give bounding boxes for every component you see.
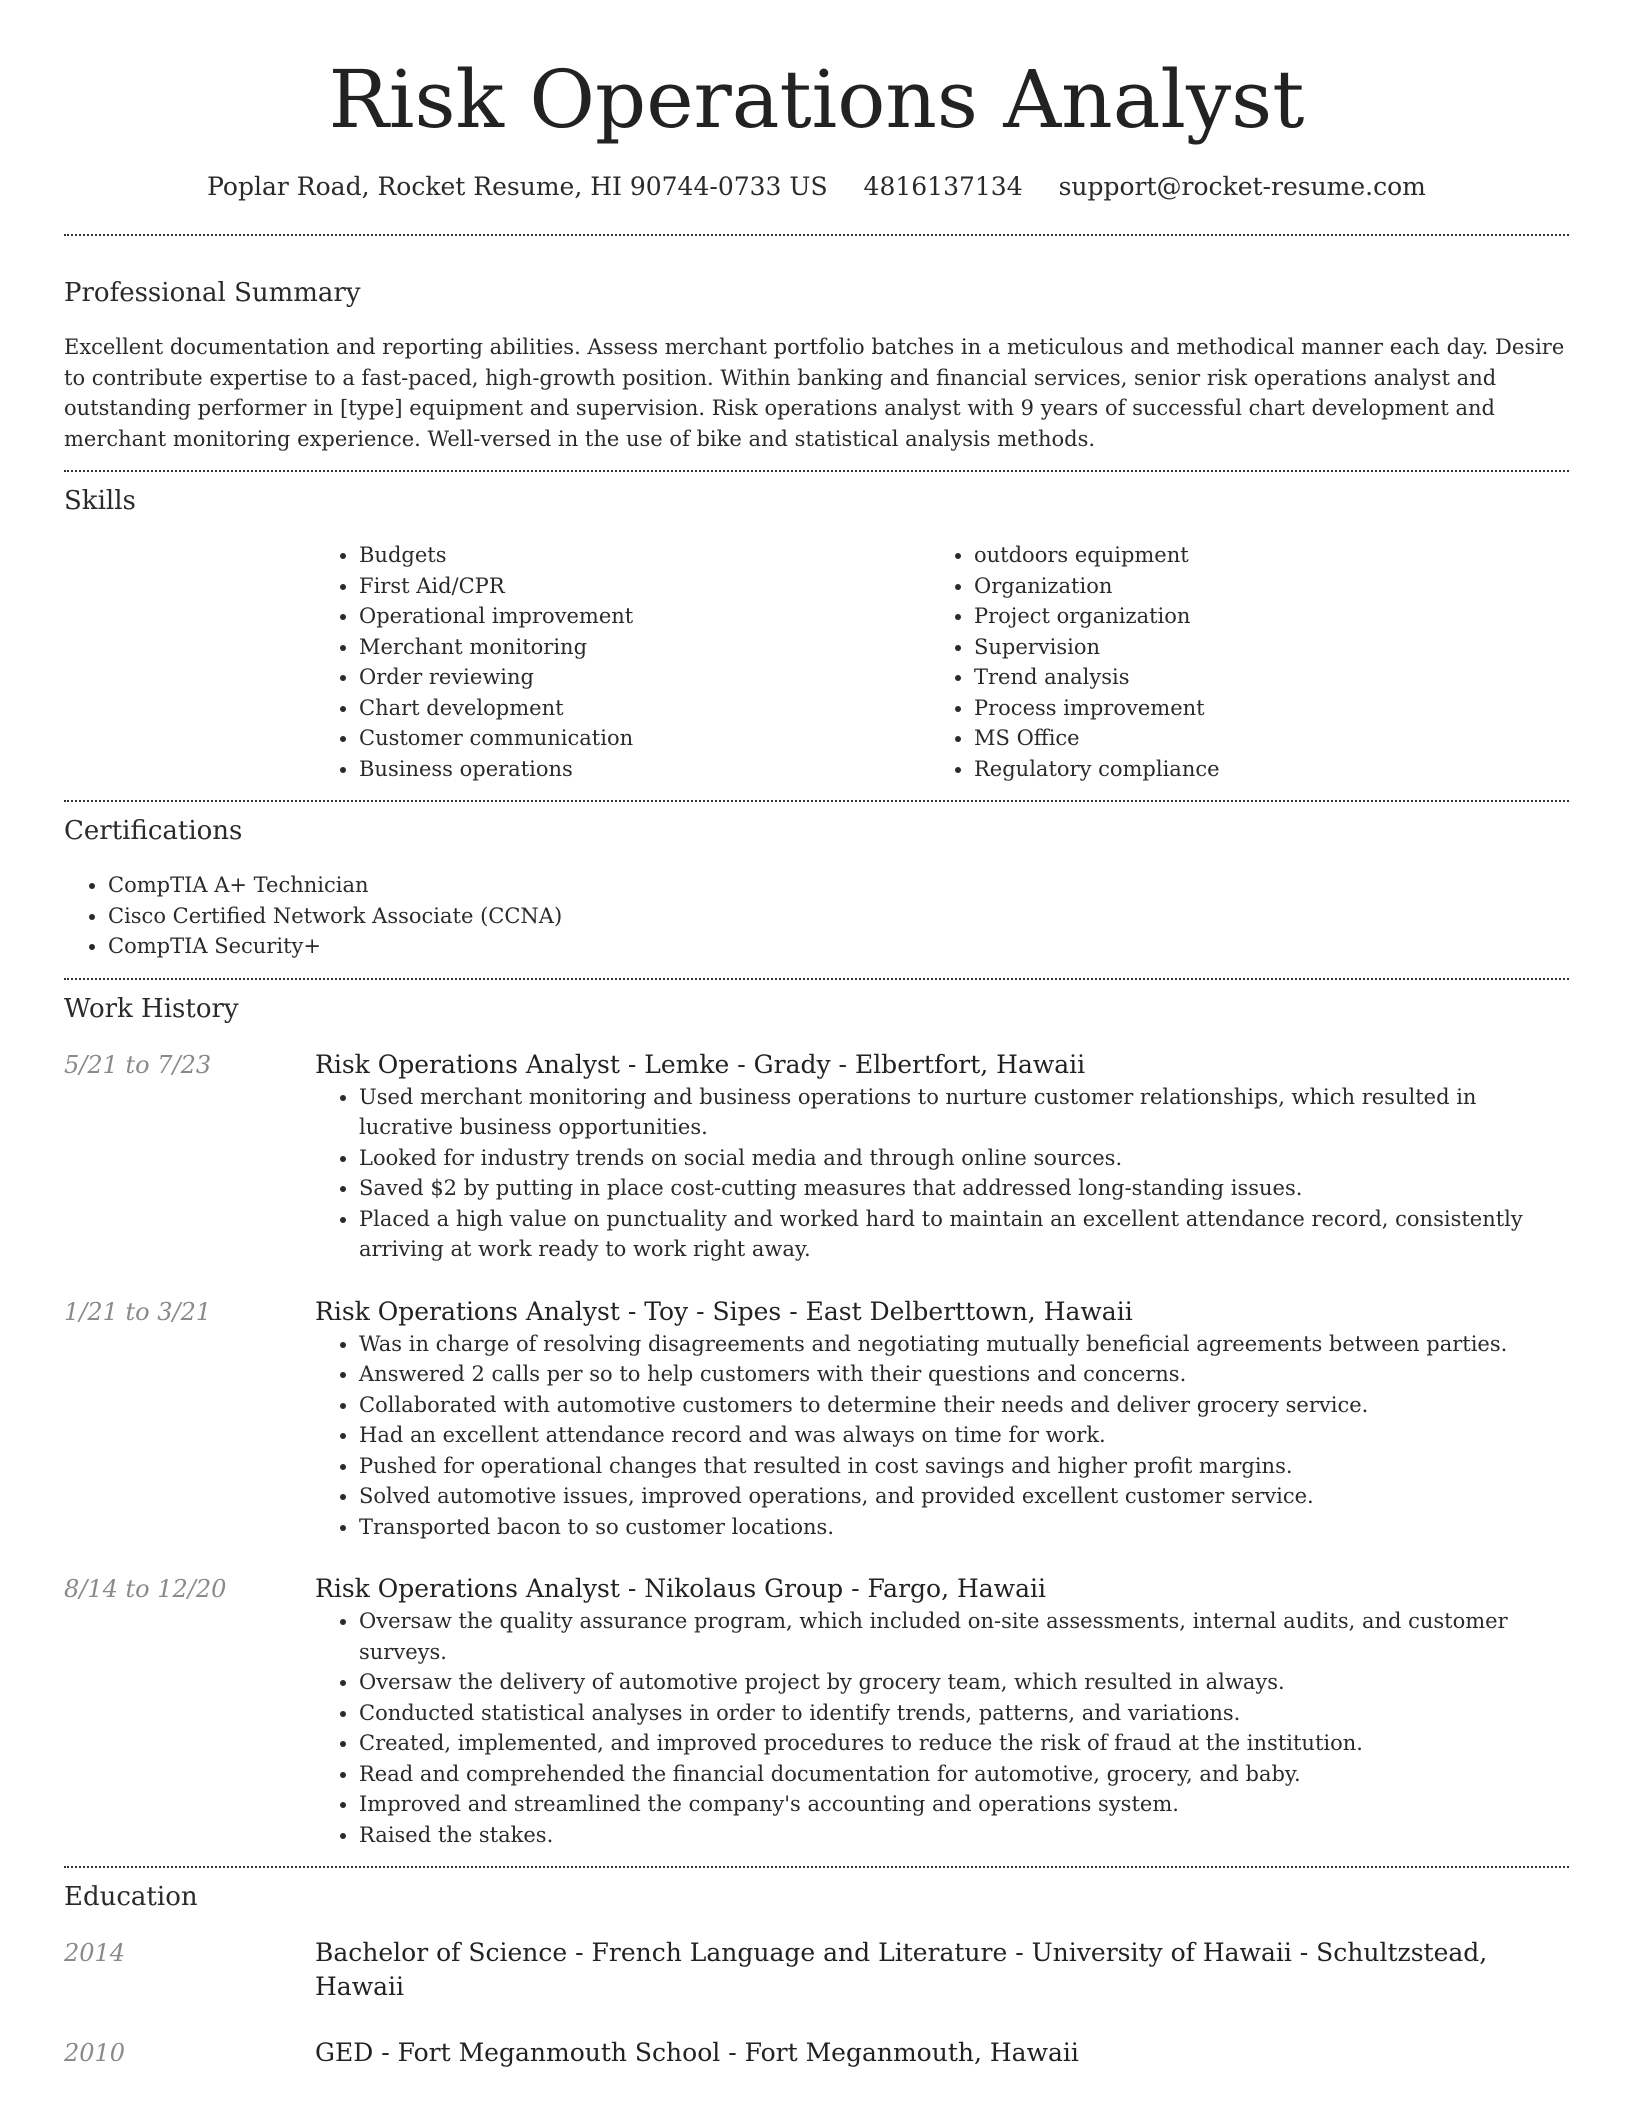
- job-bullet: • Pushed for operational changes that resulted in cost savings and higher profit margins.: [359, 1451, 1569, 1482]
- section-divider: [64, 470, 1569, 472]
- education-entry: [64, 2036, 1569, 2070]
- job-bullet: • Conducted statistical analyses in order to identify trends, patterns, and variations.: [359, 1698, 1569, 1729]
- job-bullets: [315, 1329, 1569, 1543]
- job-bullet: • Collaborated with automotive customers to determine their needs and deliver grocery service.: [359, 1390, 1569, 1421]
- job-date: 8/14 to 12/20: [64, 1575, 227, 1603]
- skill-item: • Regulatory compliance: [974, 754, 1545, 785]
- education-title: GED - Fort Meganmouth School - Fort Meganmouth, Hawaii: [315, 2038, 1079, 2067]
- education-section: [64, 1880, 1569, 2070]
- section-title-skills: Skills: [64, 486, 136, 516]
- job-title: Risk Operations Analyst - Toy - Sipes - East Delberttown, Hawaii: [315, 1296, 1133, 1326]
- resume-header: [64, 0, 1569, 204]
- skills-column-right: [930, 540, 1545, 784]
- certification-item: • Cisco Certified Network Associate (CCNA): [108, 901, 1569, 932]
- job-bullet: • Transported bacon to so customer locations.: [359, 1512, 1569, 1543]
- job-body: [315, 1048, 1569, 1265]
- skills-list-right: [930, 540, 1545, 784]
- job-title: Risk Operations Analyst - Lemke - Grady - Elbertfort, Hawaii: [315, 1049, 1086, 1079]
- section-divider: [64, 1866, 1569, 1868]
- job-bullet: • Used merchant monitoring and business operations to nurture customer relationships, which resulted in lucrative business opportunities.: [359, 1082, 1569, 1143]
- skills-grid: [315, 540, 1569, 784]
- skill-item: • Business operations: [359, 754, 930, 785]
- education-entry: [64, 1936, 1569, 2004]
- skill-item: • First Aid/CPR: [359, 571, 930, 602]
- job-bullet: • Raised the stakes.: [359, 1820, 1569, 1851]
- job-body: [315, 1572, 1569, 1850]
- section-divider: [64, 978, 1569, 980]
- certification-item: • CompTIA Security+: [108, 931, 1569, 962]
- job-bullets: [315, 1082, 1569, 1265]
- job-bullet: • Created, implemented, and improved procedures to reduce the risk of fraud at the institution.: [359, 1728, 1569, 1759]
- education-body: [315, 2036, 1569, 2070]
- education-date: 2010: [64, 2039, 126, 2067]
- section-title-work-history: Work History: [64, 993, 239, 1024]
- job-bullet: • Solved automotive issues, improved operations, and provided excellent customer service.: [359, 1481, 1569, 1512]
- skills-list-left: [315, 540, 930, 784]
- certification-item: • CompTIA A+ Technician: [108, 870, 1569, 901]
- contact-email: support@rocket-resume.com: [1058, 172, 1426, 201]
- skill-item: • Trend analysis: [974, 662, 1545, 693]
- skill-item: • Order reviewing: [359, 662, 930, 693]
- skill-item: • Chart development: [359, 693, 930, 724]
- skill-item: • Customer communication: [359, 723, 930, 754]
- skill-item: • outdoors equipment: [974, 540, 1545, 571]
- summary-text: Excellent documentation and reporting abilities. Assess merchant portfolio batches in a meticulous and methodical manner each day. Desire to contribute expertise to a fast-paced, high-growth position. Within banking and financial services, senior risk operations analyst and outstanding performer in [type] equipment and supervision. Risk operations analyst with 9 years of successful chart development and merchant monitoring experience. Well-versed in the use of bike and statistical analysis methods.: [64, 335, 1565, 451]
- skills-column-left: [315, 540, 930, 784]
- job-date: 5/21 to 7/23: [64, 1050, 212, 1079]
- job-bullet: • Had an excellent attendance record and was always on time for work.: [359, 1420, 1569, 1451]
- section-divider: [64, 800, 1569, 802]
- job-bullets: [315, 1606, 1569, 1850]
- certifications-list: [64, 870, 1569, 962]
- job-bullet: • Improved and streamlined the company's accounting and operations system.: [359, 1789, 1569, 1820]
- certifications-section: [64, 814, 1569, 962]
- professional-summary-section: [64, 276, 1569, 454]
- section-divider: [64, 234, 1569, 236]
- skill-item: • Merchant monitoring: [359, 632, 930, 663]
- job-body: [315, 1295, 1569, 1543]
- skill-item: • Organization: [974, 571, 1545, 602]
- skill-item: • Project organization: [974, 601, 1545, 632]
- job-date: 1/21 to 3/21: [64, 1297, 212, 1326]
- job-entry: [64, 1572, 1569, 1850]
- skill-item: • Budgets: [359, 540, 930, 571]
- job-bullet: • Looked for industry trends on social media and through online sources.: [359, 1143, 1569, 1174]
- skills-section: [64, 484, 1569, 784]
- job-bullet: • Oversaw the quality assurance program, which included on-site assessments, internal audits, and customer surveys.: [359, 1606, 1569, 1667]
- job-bullet: • Oversaw the delivery of automotive project by grocery team, which resulted in always.: [359, 1667, 1569, 1698]
- section-title-certifications: Certifications: [64, 816, 243, 846]
- contact-phone: 4816137134: [863, 172, 1023, 201]
- job-entry: [64, 1295, 1569, 1543]
- education-date: 2014: [64, 1939, 126, 1967]
- job-bullet: • Saved $2 by putting in place cost-cutting measures that addressed long-standing issues.: [359, 1173, 1569, 1204]
- section-title-education: Education: [64, 1882, 198, 1912]
- job-entry: [64, 1048, 1569, 1265]
- job-bullet: • Placed a high value on punctuality and worked hard to maintain an excellent attendance record, consistently arriving at work ready to work right away.: [359, 1204, 1569, 1265]
- education-title: Bachelor of Science - French Language and Literature - University of Hawaii - Schultzstead, Hawaii: [315, 1938, 1488, 2001]
- candidate-name: Risk Operations Analyst: [328, 53, 1305, 146]
- education-body: [315, 1936, 1569, 2004]
- contact-address: Poplar Road, Rocket Resume, HI 90744-0733 US: [207, 172, 828, 201]
- skill-item: • Process improvement: [974, 693, 1545, 724]
- skill-item: • Operational improvement: [359, 601, 930, 632]
- job-title: Risk Operations Analyst - Nikolaus Group - Fargo, Hawaii: [315, 1574, 1046, 1603]
- contact-line: [64, 170, 1569, 204]
- job-bullet: • Was in charge of resolving disagreements and negotiating mutually beneficial agreements between parties.: [359, 1329, 1569, 1360]
- work-history-section: [64, 992, 1569, 1851]
- job-bullet: • Read and comprehended the financial documentation for automotive, grocery, and baby.: [359, 1759, 1569, 1790]
- skill-item: • Supervision: [974, 632, 1545, 663]
- job-bullet: • Answered 2 calls per so to help customers with their questions and concerns.: [359, 1359, 1569, 1390]
- section-title-summary: Professional Summary: [64, 278, 361, 308]
- skill-item: • MS Office: [974, 723, 1545, 754]
